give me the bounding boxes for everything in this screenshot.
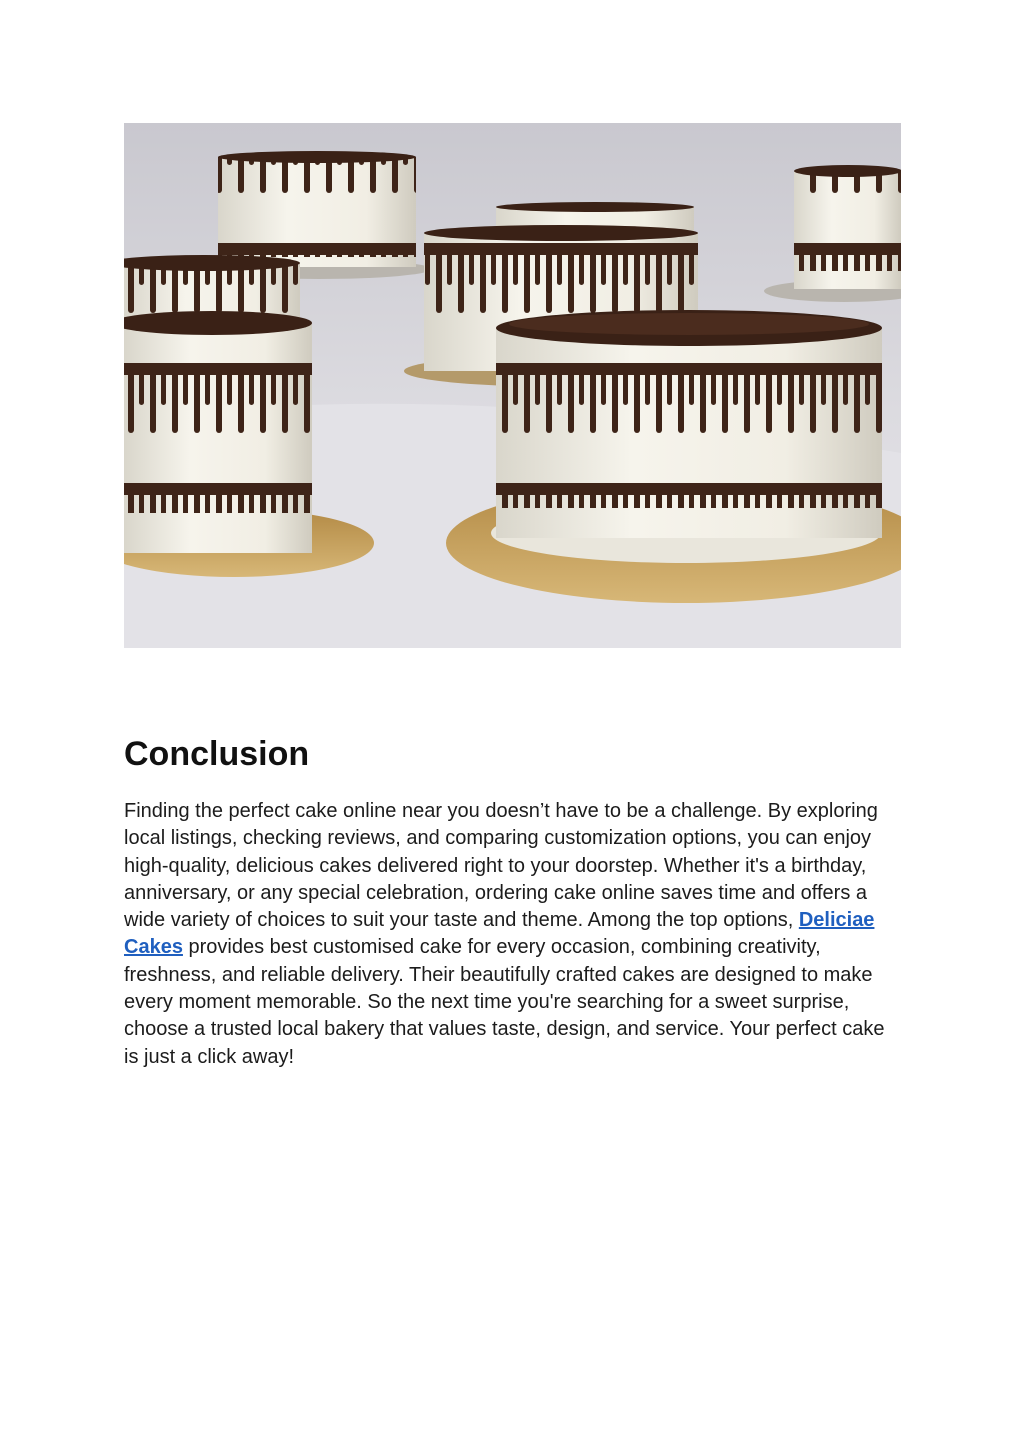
paragraph-text-end: provides best customised cake for every occasion, combining creativity, freshness, and reliable delivery. Their beautifully crafted cakes are designed to make every moment memorable. So the next time you're searching for a sweet surprise, choose a trusted local bakery that values taste, design, and service. Your perfect cake is just a click away! xyxy=(124,936,885,1068)
paragraph-text-start: Finding the perfect cake online near you doesn’t have to be a challenge. By exploring local listings, checking reviews, and comparing customization options, you can enjoy high-quality, delicious cakes delivered right to your doorstep. Whether it's a birthday, anniversary, or any special celebration, ordering cake online saves time and offers a wide variety of choices to suit your taste and theme. Among the top options, xyxy=(124,800,878,932)
deliciae-cakes-link[interactable]: Deliciae Cakes xyxy=(124,909,875,959)
conclusion-paragraph xyxy=(124,798,904,1071)
cake-front-main xyxy=(446,310,901,603)
page-title: Conclusion xyxy=(124,735,310,773)
cakes-photo xyxy=(124,123,901,648)
